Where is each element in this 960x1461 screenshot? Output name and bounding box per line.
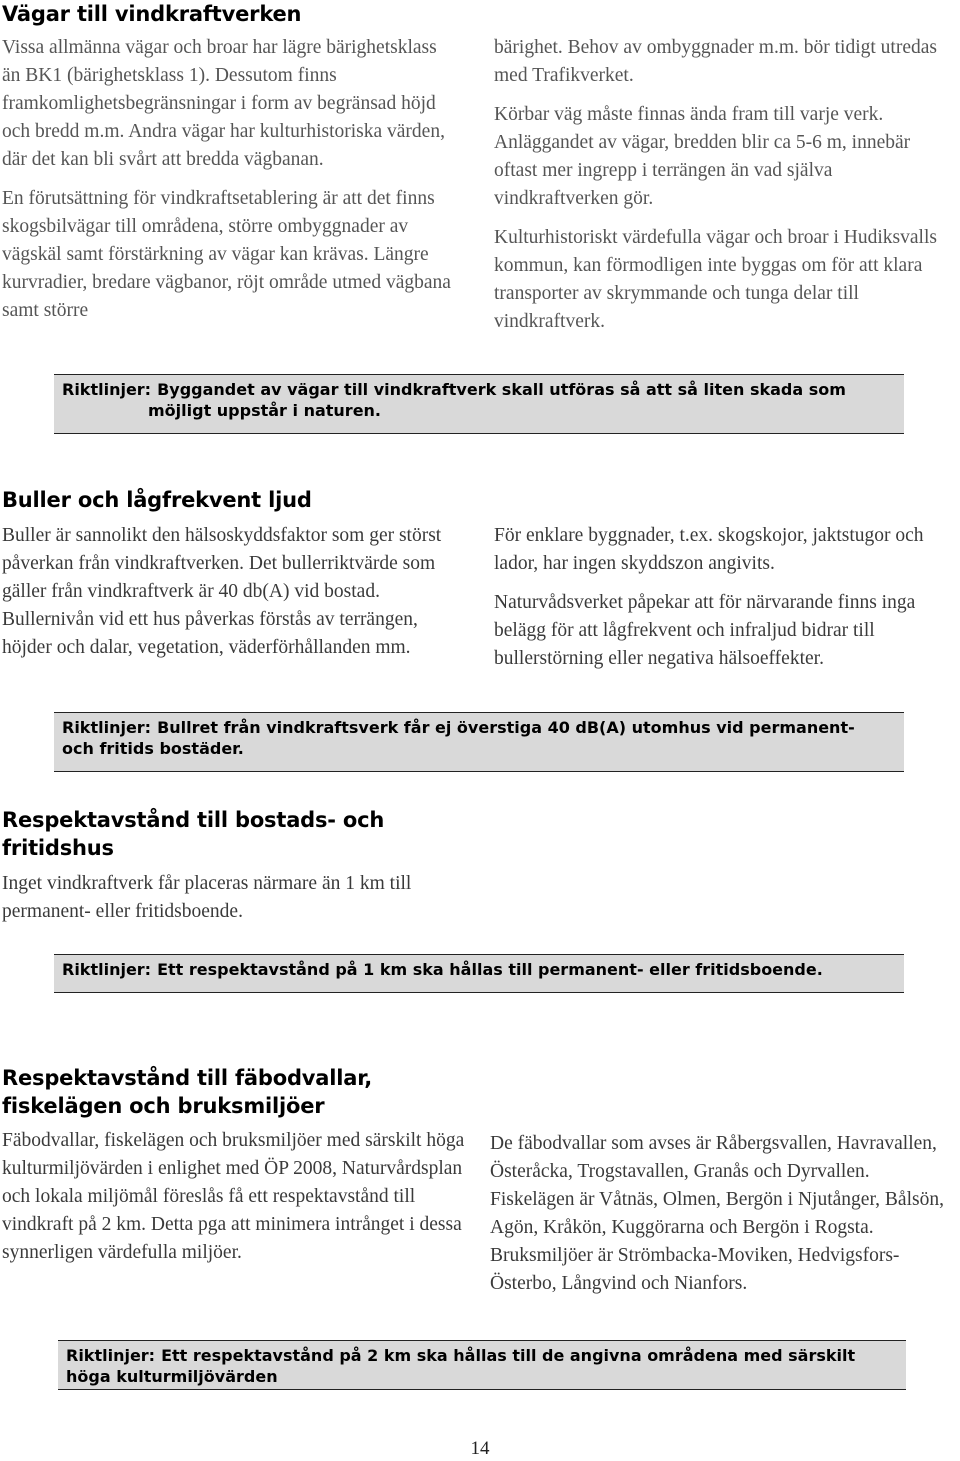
- paragraph: Vissa allmänna vägar och broar har lägre bärighetsklass än BK1 (bärighetsklass 1). Dessutom finns framkomlighetsbegränsningar i form av begränsad höjd och bredd m.m. Andra vägar har kulturhistoriska värden, där det kan bli svårt att bredda vägbanan.: [2, 37, 445, 170]
- paragraph: bärighet. Behov av ombyggnader m.m. bör tidigt utredas med Trafikverket.: [494, 37, 937, 86]
- guideline-text: möjligt uppstår i naturen.: [148, 401, 382, 420]
- fabod-left-column: [2, 1127, 472, 1267]
- section-title-vagar: Vägar till vindkraftverken: [2, 2, 302, 26]
- paragraph: Buller är sannolikt den hälsoskyddsfaktor som ger störst påverkan från vindkraftverken. Det bullerriktvärde som gäller från vindkraftverk är 40 db(A) vid bostad. Bullernivån vid ett hus påverkas förstås av terrängen, höjder och dalar, vegetation, väderförhållanden mm.: [2, 525, 442, 658]
- guideline-text: Ett respektavstånd på 2 km ska hållas till de angivna områdena med särskilt: [161, 1346, 856, 1365]
- guideline-box-bostad: [54, 954, 904, 993]
- guideline-label: Riktlinjer:: [62, 718, 152, 737]
- paragraph: Fäbodvallar, fiskelägen och bruksmiljöer med särskilt höga kulturmiljövärden i enlighet med ÖP 2008, Naturvårdsplan och lokala miljömål föreslås få ett respektavstånd till vindkraft på 2 km. Detta pga att minimera intrånget i dessa synnerligen värdefulla miljöer.: [2, 1130, 465, 1263]
- guideline-text: Byggandet av vägar till vindkraftverk skall utföras så att så liten skada som: [157, 380, 846, 399]
- guideline-box-vagar: [54, 374, 904, 434]
- paragraph: Inget vindkraftverk får placeras närmare än 1 km till permanent- eller fritidsboende.: [2, 873, 412, 922]
- section-title-bostad: [2, 806, 384, 862]
- paragraph: Körbar väg måste finnas ända fram till varje verk. Anläggandet av vägar, bredden blir ca 5-6 m, innebär oftast mer ingrepp i terrängen än vad själva vindkraftverken gör.: [494, 104, 911, 209]
- buller-right-column: [494, 522, 958, 673]
- fabod-right-column: [490, 1130, 958, 1298]
- paragraph: En förutsättning för vindkraftsetablering är att det finns skogsbilvägar till områdena, större ombyggnader av vägskäl samt förstärkning av vägar kan krävas. Längre kurvradier, bredare vägbanor, röjt område utmed vägbana samt större: [2, 188, 451, 321]
- section-title-fabod: [2, 1064, 372, 1120]
- page-number: 14: [470, 1438, 490, 1459]
- guideline-box-fabod: [58, 1340, 906, 1390]
- vagar-right-column: [494, 34, 956, 336]
- guideline-text: höga kulturmiljövärden: [66, 1367, 278, 1386]
- vagar-left-column: [2, 34, 452, 325]
- paragraph: De fäbodvallar som avses är Råbergsvallen, Havravallen, Österåcka, Trogstavallen, Granås och Dyrvallen. Fiskelägen är Våtnäs, Olmen, Bergön i Njutånger, Bålsön, Agön, Kråkön, Kuggörarna och Bergön i Rogsta. Bruksmiljöer är Strömbacka-Moviken, Hedvigsfors-Österbo, Långvind och Nianfors.: [490, 1133, 944, 1294]
- title-line: fritidshus: [2, 836, 114, 860]
- bostad-column: [2, 870, 472, 926]
- guideline-box-buller: [54, 712, 904, 772]
- guideline-label: Riktlinjer:: [66, 1346, 156, 1365]
- title-line: Respektavstånd till fäbodvallar,: [2, 1066, 373, 1090]
- guideline-text: Ett respektavstånd på 1 km ska hållas till permanent- eller fritidsboende.: [157, 960, 823, 979]
- title-line: Respektavstånd till bostads- och: [2, 808, 385, 832]
- guideline-text: och fritids bostäder.: [62, 739, 244, 758]
- guideline-label: Riktlinjer:: [62, 380, 152, 399]
- buller-left-column: [2, 522, 466, 662]
- title-line: fiskelägen och bruksmiljöer: [2, 1094, 325, 1118]
- paragraph: Kulturhistoriskt värdefulla vägar och broar i Hudiksvalls kommun, kan förmodligen inte byggas om för att klara transporter av skrymmande och tunga delar till vindkraftverk.: [494, 227, 937, 332]
- guideline-text: Bullret från vindkraftsverk får ej överstiga 40 dB(A) utomhus vid permanent-: [157, 718, 855, 737]
- paragraph: För enklare byggnader, t.ex. skogskojor, jaktstugor och lador, har ingen skyddszon angivits.: [494, 525, 924, 574]
- guideline-label: Riktlinjer:: [62, 960, 152, 979]
- section-title-buller: Buller och lågfrekvent ljud: [2, 488, 312, 512]
- paragraph: Naturvådsverket påpekar att för närvarande finns inga belägg för att lågfrekvent och infraljud bidrar till bullerstörning eller negativa hälsoeffekter.: [494, 592, 916, 669]
